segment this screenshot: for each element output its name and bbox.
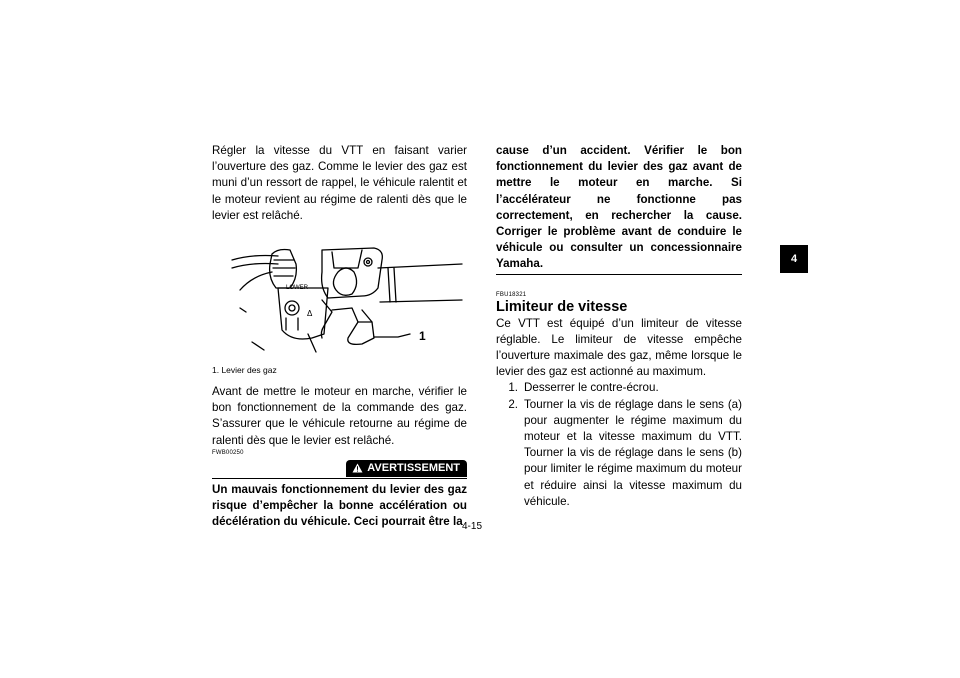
lower-label: LOWER xyxy=(286,285,309,292)
warning-rule xyxy=(212,478,467,479)
chapter-tab: 4 xyxy=(780,245,808,273)
warning-text-start: Un mauvais fonctionnement du levier des gaz risque d’empêcher la bonne accélération ou décélération du véhicule. Ceci pourrait être la xyxy=(212,482,467,529)
page-number: 4-15 xyxy=(462,521,483,532)
section-title: Limiteur de vitesse xyxy=(496,298,628,315)
intro-paragraph: Régler la vitesse du VTT en faisant varier l’ouverture des gaz. Comme le levier des gaz est muni d’un ressort de rappel, le véhicule ralentit et le moteur revient au régime de ralenti dès que le levier est relâché. xyxy=(212,144,467,222)
callout-number: 1 xyxy=(419,329,426,344)
step-number: 1. xyxy=(508,381,518,395)
section-intro: Ce VTT est équipé d’un limiteur de vitesse réglable. Le limiteur de vitesse empêche l’ouverture maximale des gaz, même lorsque le levier des gaz est actionné au maximum. xyxy=(496,316,742,379)
check-paragraph: Avant de mettre le moteur en marche, vérifier le bon fonctionnement de la commande des gaz. S’assurer que le véhicule retourne au régime de ralenti dès que le levier est relâché. xyxy=(212,385,467,447)
warning-icon xyxy=(352,463,363,473)
right-column xyxy=(496,143,742,510)
step-item xyxy=(496,380,742,396)
section-code: FBU18321 xyxy=(496,291,527,298)
left-column xyxy=(212,143,467,530)
step-item xyxy=(496,397,742,510)
throttle-lever-figure xyxy=(212,238,467,356)
figure-caption: 1. Levier des gaz xyxy=(212,365,277,376)
step-number: 2. xyxy=(508,397,518,411)
adjustment-steps xyxy=(496,380,742,510)
step-text: Desserrer le contre-écrou. xyxy=(524,381,659,395)
step-text: Tourner la vis de réglage dans le sens (a) pour augmenter le régime maximum du moteur et la vitesse maximum du VTT. Tourner la vis de réglage dans le sens (b) pour limiter le régime maximum du moteur et réduire ainsi la vitesse maximum du véhicule. xyxy=(524,397,742,508)
throttle-lever-illustration xyxy=(212,238,467,356)
warning-badge xyxy=(346,460,467,477)
warning-text-end: cause d’un accident. Vérifier le bon fonctionnement du levier des gaz avant de mettre le moteur en marche. Si l’accélérateur ne fonctionne pas correctement, en rechercher la cause. Corriger le problème avant de conduire le véhicule ou consulter un concessionnaire Yamaha. xyxy=(496,144,742,271)
warning-end-rule xyxy=(496,274,742,275)
warning-header xyxy=(212,460,467,478)
svg-text:Δ: Δ xyxy=(307,309,313,319)
warning-code: FWB00250 xyxy=(212,449,244,456)
warning-label: AVERTISSEMENT xyxy=(367,461,460,474)
